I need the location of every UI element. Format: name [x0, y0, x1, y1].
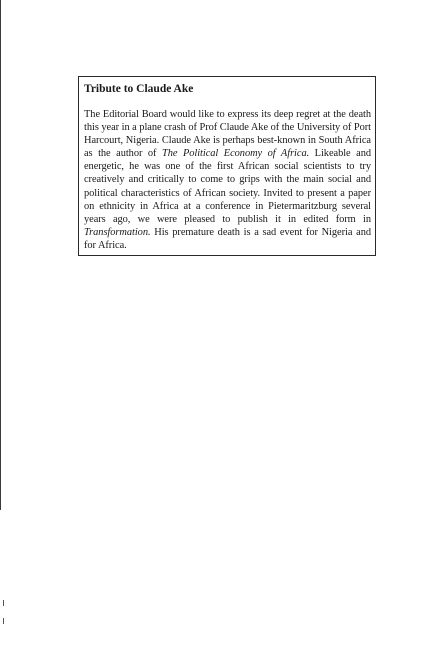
book-title: The Political Economy of Africa. — [161, 148, 310, 160]
page-edge-mark — [3, 618, 4, 624]
tribute-box — [78, 76, 376, 256]
page-edge-mark — [3, 600, 4, 606]
tribute-title: Tribute to Claude Ake — [84, 83, 194, 95]
tribute-body — [84, 108, 371, 252]
tribute-text-part3: His premature death is a sad event for Nigeria and for Africa. — [84, 226, 371, 251]
tribute-text-part1: The Editorial Board would like to express its deep regret at the death this year in a plane crash of Prof Claude Ake of the University of Port Harcourt, Nigeria. Claude Ake is perhaps best-known in South Africa as the author of — [84, 109, 371, 160]
journal-title: Transformation. — [84, 226, 151, 238]
page-edge-line — [0, 0, 1, 510]
tribute-text-part2: Likeable and energetic, he was one of the first African social scientists to try creatively and critically to come to grips with the main social and political characteristics of African society. Invited to present a paper on ethnicity in Africa at a conference in Pietermaritzburg several years ago, we were pleased to publish it in edited form in — [84, 148, 371, 225]
